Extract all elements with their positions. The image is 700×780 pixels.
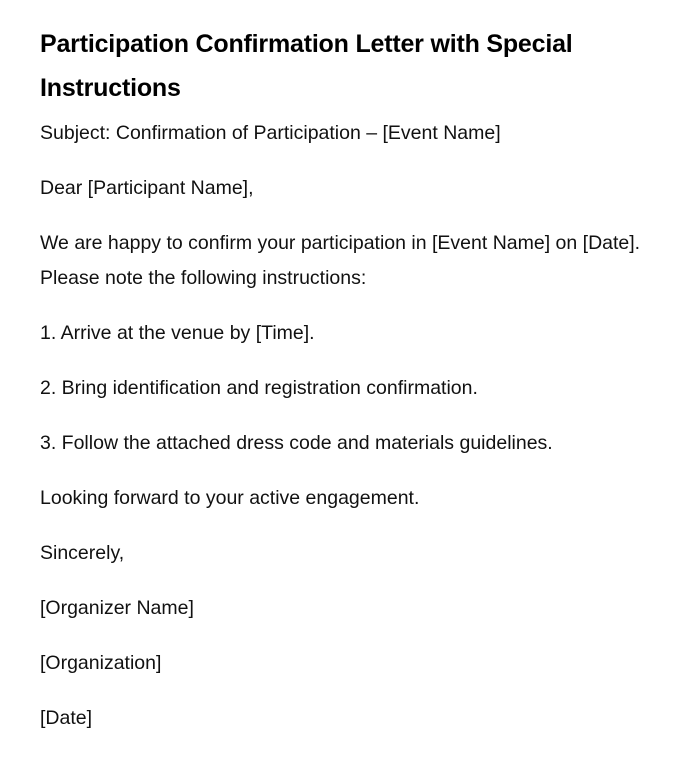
- letter-intro: We are happy to confirm your participation in [Event Name] on [Date]. Please note the following instructions:: [40, 232, 641, 289]
- letter-title: Participation Confirmation Letter with Special Instructions: [40, 30, 573, 102]
- letter-subject: Subject: Confirmation of Participation – [Event Name]: [40, 122, 501, 144]
- instruction-item: 1. Arrive at the venue by [Time].: [40, 322, 315, 344]
- letter-date: [Date]: [40, 707, 93, 729]
- letter-closing-line: Looking forward to your active engagement.: [40, 487, 420, 509]
- letter-sign-off: Sincerely,: [40, 542, 125, 564]
- instructions-list: [40, 316, 660, 461]
- organization-name: [Organization]: [40, 652, 162, 674]
- instruction-item: 2. Bring identification and registration confirmation.: [40, 377, 478, 399]
- letter-salutation: Dear [Participant Name],: [40, 177, 254, 199]
- instruction-item: 3. Follow the attached dress code and materials guidelines.: [40, 432, 553, 454]
- organizer-name: [Organizer Name]: [40, 597, 194, 619]
